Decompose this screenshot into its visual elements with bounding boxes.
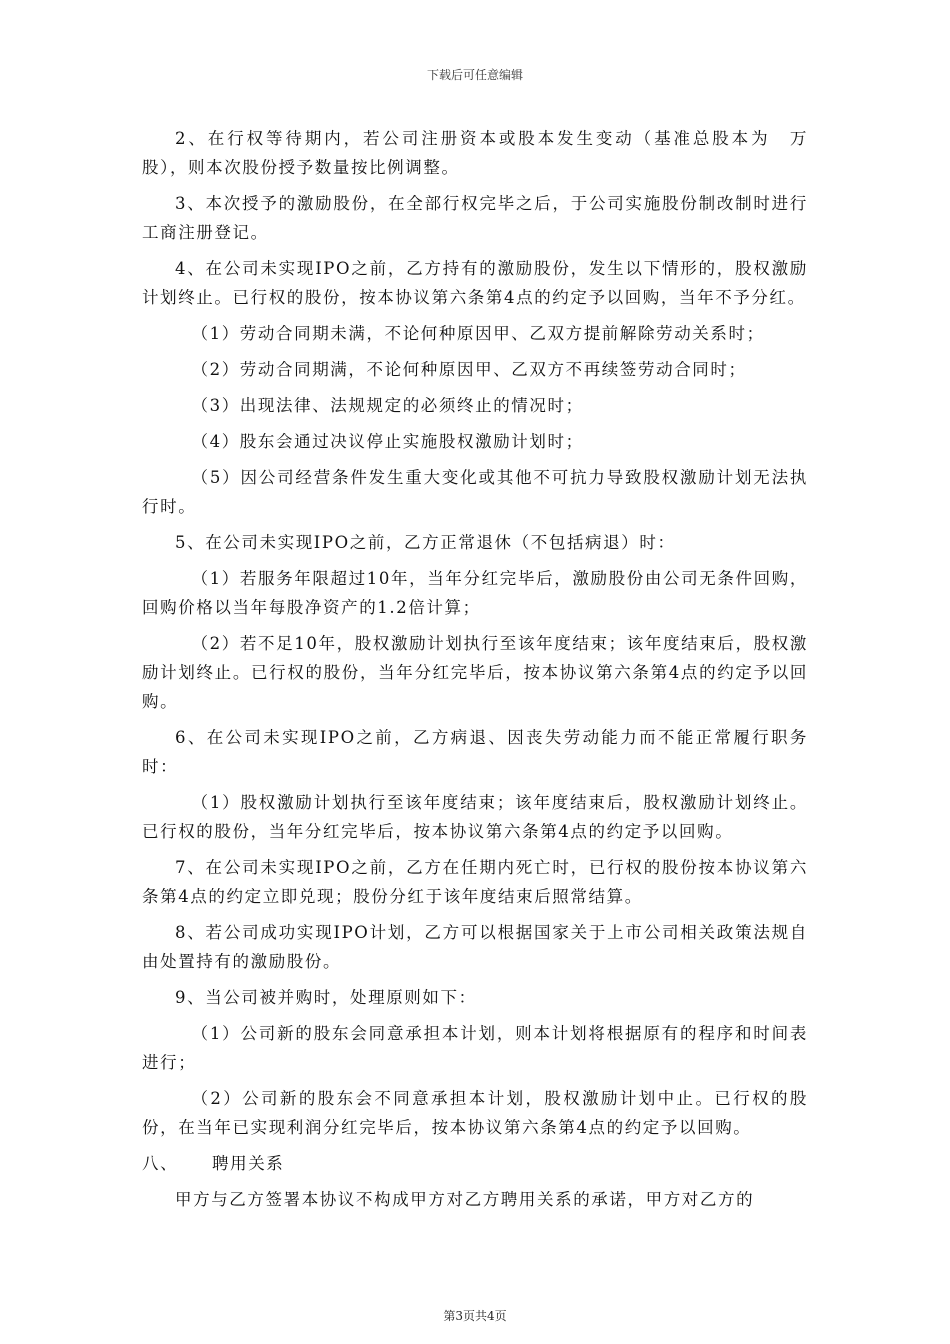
clause-6: 6、在公司未实现IPO之前，乙方病退、因丧失劳动能力而不能正常履行职务时： (142, 728, 808, 776)
page-header: 下载后可任意编辑 (426, 68, 523, 82)
clause-5: 5、在公司未实现IPO之前，乙方正常退休（不包括病退）时： (175, 533, 676, 552)
clause-9-item-1: （1）公司新的股东会同意承担本计划，则本计划将根据原有的程序和时间表进行； (142, 1024, 808, 1072)
clause-5-item-1: （1）若服务年限超过10年，当年分红完毕后，激励股份由公司无条件回购，回购价格以当年每股净资产的1.2倍计算； (142, 569, 808, 617)
clause-4: 4、在公司未实现IPO之前，乙方持有的激励股份，发生以下情形的，股权激励计划终止。已行权的股份，按本协议第六条第4点的约定予以回购，当年不予分红。 (142, 259, 808, 307)
clause-6-item-1: （1）股权激励计划执行至该年度结束；该年度结束后，股权激励计划终止。已行权的股份，当年分红完毕后，按本协议第六条第4点的约定予以回购。 (142, 793, 808, 841)
clause-4-item-3: （3）出现法律、法规规定的必须终止的情况时； (191, 396, 584, 415)
clause-8: 8、若公司成功实现IPO计划，乙方可以根据国家关于上市公司相关政策法规自由处置持有的激励股份。 (142, 923, 808, 971)
clause-9-item-2: （2）公司新的股东会不同意承担本计划，股权激励计划中止。已行权的股份，在当年已实现利润分红完毕后，按本协议第六条第4点的约定予以回购。 (142, 1089, 808, 1137)
document-body (142, 124, 808, 1221)
section-paragraph: 甲方与乙方签署本协议不构成甲方对乙方聘用关系的承诺，甲方对乙方的 (175, 1190, 755, 1209)
clause-4-item-5: （5）因公司经营条件发生重大变化或其他不可抗力导致股权激励计划无法执行时。 (142, 468, 808, 516)
clause-9: 9、当公司被并购时，处理原则如下： (175, 988, 477, 1007)
clause-5-item-2: （2）若不足10年，股权激励计划执行至该年度结束；该年度结束后，股权激励计划终止。已行权的股份，当年分红完毕后，按本协议第六条第4点的约定予以回购。 (142, 634, 808, 711)
clause-3: 3、本次授予的激励股份，在全部行权完毕之后，于公司实施股份制改制时进行工商注册登记。 (142, 194, 808, 242)
clause-4-item-4: （4）股东会通过决议停止实施股权激励计划时； (191, 432, 584, 451)
clause-4-item-2: （2）劳动合同期满，不论何种原因甲、乙双方不再续签劳动合同时； (191, 360, 747, 379)
section-title: 聘用关系 (212, 1154, 285, 1173)
clause-2: 2、在行权等待期内，若公司注册资本或股本发生变动（基准总股本为 万股），则本次股份授予数量按比例调整。 (142, 129, 808, 177)
page-footer: 第3页共4页 (443, 1309, 507, 1323)
clause-4-item-1: （1）劳动合同期未满，不论何种原因甲、乙双方提前解除劳动关系时； (191, 324, 765, 343)
clause-7: 7、在公司未实现IPO之前，乙方在任期内死亡时，已行权的股份按本协议第六条第4点的约定立即兑现；股份分红于该年度结束后照常结算。 (142, 858, 808, 906)
section-number: 八、 (142, 1154, 179, 1173)
section-heading (142, 1149, 808, 1178)
